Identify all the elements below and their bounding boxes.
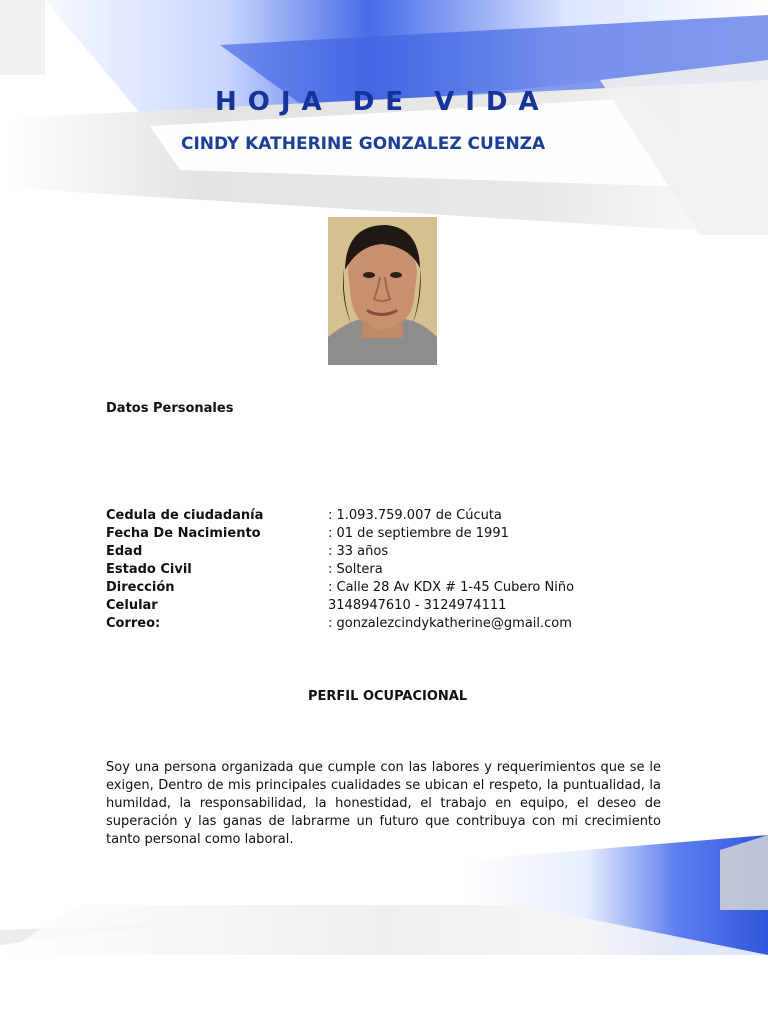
candidate-name: CINDY KATHERINE GONZALEZ CUENZA	[181, 134, 546, 154]
address-label: Dirección	[106, 580, 175, 595]
page-title: HOJA DE VIDA	[215, 87, 550, 117]
occupational-profile-heading: PERFIL OCUPACIONAL	[308, 689, 468, 704]
personal-info-table	[106, 507, 626, 633]
id-label: Cedula de ciudadanía	[106, 508, 264, 523]
profile-photo	[328, 217, 437, 365]
email-label: Correo:	[106, 616, 161, 631]
occupational-profile-text: Soy una persona organizada que cumple con las labores y requerimientos que se le exigen, Dentro de mis principales cualidades se ubican el respeto, la puntualidad, la humildad, la responsabilidad, la honestidad, el trabajo en equipo, el deseo de superación y las ganas de labrarme un futuro que contribuya con mi crecimiento tanto personal como laboral.	[106, 760, 661, 847]
info-row-age	[106, 543, 626, 561]
birth-date-label: Fecha De Nacimiento	[106, 526, 261, 541]
age-value: : 33 años	[328, 544, 389, 559]
info-row-civil-status	[106, 561, 626, 579]
birth-date-value: : 01 de septiembre de 1991	[328, 526, 509, 541]
address-value: : Calle 28 Av KDX # 1-45 Cubero Niño	[328, 580, 575, 595]
id-value: : 1.093.759.007 de Cúcuta	[328, 508, 502, 523]
info-row-id	[106, 507, 626, 525]
personal-data-heading: Datos Personales	[106, 401, 234, 416]
info-row-email	[106, 615, 626, 633]
civil-status-value: : Soltera	[328, 562, 383, 577]
email-value: : gonzalezcindykatherine@gmail.com	[328, 616, 572, 631]
info-row-phone	[106, 597, 626, 615]
phone-value: 3148947610 - 3124974111	[328, 598, 507, 613]
info-row-birth-date	[106, 525, 626, 543]
age-label: Edad	[106, 544, 143, 559]
phone-label: Celular	[106, 598, 158, 613]
info-row-address	[106, 579, 626, 597]
civil-status-label: Estado Civil	[106, 562, 192, 577]
